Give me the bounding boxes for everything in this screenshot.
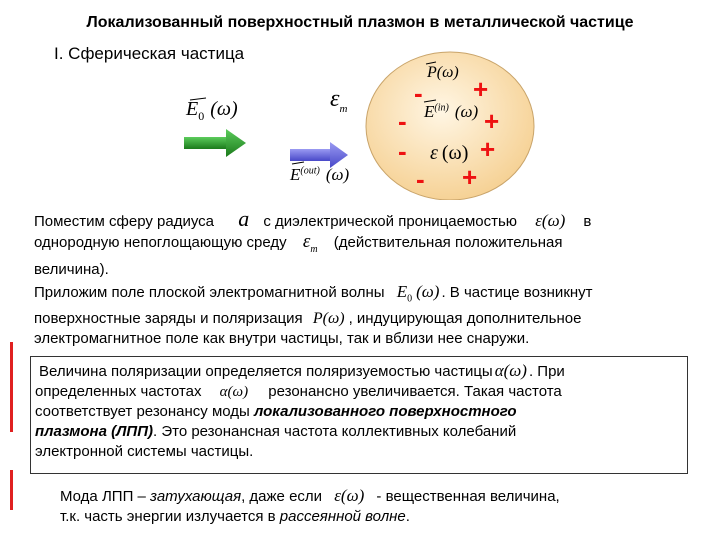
paragraph-damped-mode: Мода ЛПП – затухающая, даже если ε(ω) - вещественная величина, т.к. часть энергии излучается в рассеянной волне. <box>60 486 560 525</box>
slide-title: Локализованный поверхностный плазмон в металлической частице <box>86 14 634 31</box>
polarization-label: P(ω) <box>427 64 459 81</box>
incident-field-label: $E_0$ (ω) <box>186 98 238 123</box>
negative-charge: - <box>398 136 407 166</box>
outside-field-label: $E^{(out)}$ (ω) <box>290 165 350 184</box>
positive-charge: + <box>462 162 478 192</box>
medium-eps-label: $\varepsilon_m$ <box>330 86 348 115</box>
resonance-box: Величина поляризации определяется поляризуемостью частицы α(ω) . При определенных частотах α(ω) резонансно увеличивается. Такая частота соответствует резонансу моды локализованного поверхностного плазмона (ЛПП). Это резонансная частота коллективных колебаний электронной системы частицы. <box>30 356 688 474</box>
left-red-accent <box>10 470 13 510</box>
paragraph-applied-field: Приложим поле плоской электромагнитной волны $E_0$ (ω) . В частице возникнут поверхностные заряды и поляризация P(ω) , индуцирующая дополнительное электромагнитное поле как внутри частицы, так и вблизи нее снаружи. <box>34 282 593 348</box>
plasmon-diagram <box>0 0 720 200</box>
inside-field-label: $E^{(in)}$ (ω) <box>424 102 479 121</box>
negative-charge: - <box>414 78 423 108</box>
negative-charge: - <box>416 164 425 194</box>
positive-charge: + <box>480 134 496 164</box>
positive-charge: + <box>484 106 500 136</box>
section-heading: I. Сферическая частица <box>54 44 245 63</box>
paragraph-sphere-setup: Поместим сферу радиуса a с диэлектрической проницаемостью ε(ω) в однородную непоглощающую среду $\varepsilon_m$ (действительная положительная величина). <box>34 206 592 278</box>
negative-charge: - <box>398 106 407 136</box>
left-red-accent <box>10 342 13 432</box>
incident-field-arrow <box>184 129 246 157</box>
particle-eps-label: ε (ω) <box>430 142 469 164</box>
positive-charge: + <box>473 74 489 104</box>
